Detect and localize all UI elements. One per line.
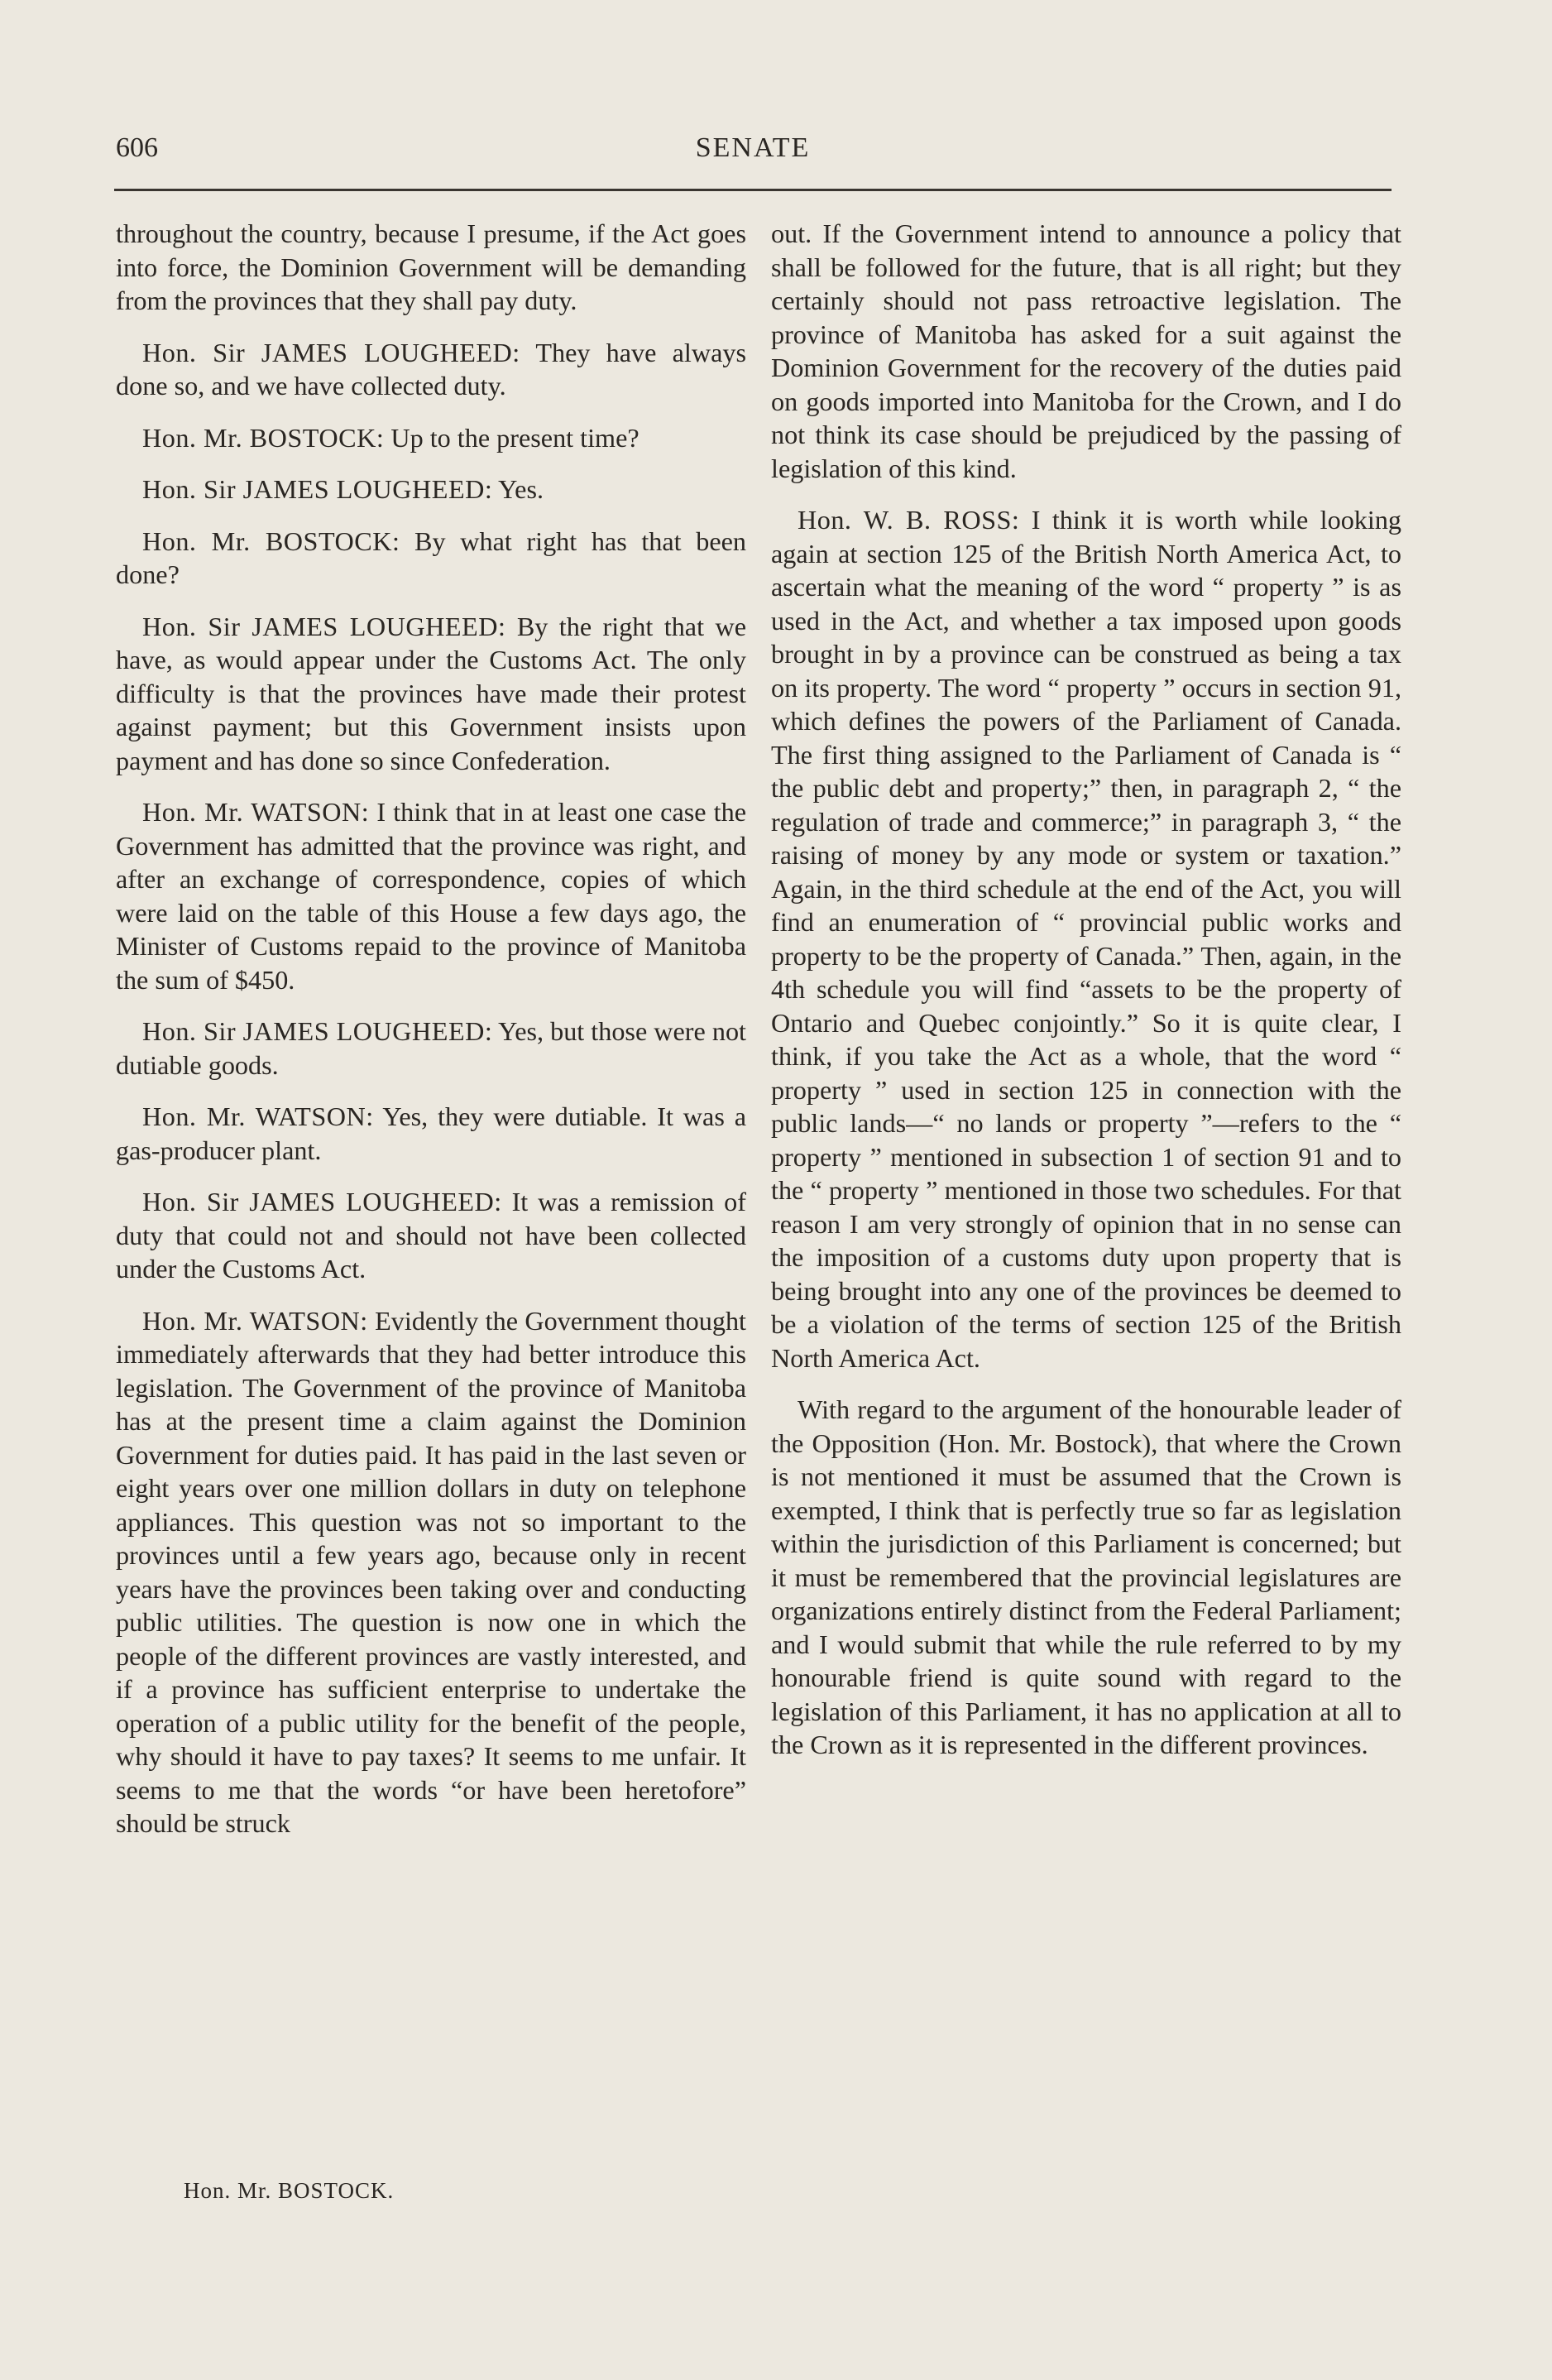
paragraph-text: Yes, but those were not dutiable goods. [116, 1016, 746, 1080]
speaker-name: Hon. Mr. WATSON: [142, 1101, 374, 1131]
speaker-name: Hon. W. B. ROSS: [798, 505, 1020, 535]
page-number: 606 [116, 132, 158, 163]
paragraph [771, 1393, 1401, 1762]
paragraph-text: They have always done so, and we have collected duty. [116, 337, 746, 401]
page-footer: Hon. Mr. BOSTOCK. [184, 2178, 395, 2203]
speaker-name: Hon. Sir JAMES LOUGHEED: [142, 474, 493, 504]
paragraph-text: It was a remission of duty that could not and should not have been collected under the Customs Act. [116, 1187, 746, 1284]
speaker-name: Hon. Sir JAMES LOUGHEED: [142, 611, 506, 641]
paragraph [116, 336, 746, 403]
paragraph-text: I think that in at least one case the Government has admitted that the province was right, and after an exchange of correspondence, copies of which were laid on the table of this House a few days ago, the Minister of Customs repaid to the province of Manitoba the sum of $450. [116, 797, 746, 995]
paragraph [771, 217, 1401, 485]
speaker-name: Hon. Sir JAMES LOUGHEED: [142, 1016, 493, 1046]
paragraph-text: By what right has that been done? [116, 525, 746, 589]
speaker-name: Hon. Mr. BOSTOCK: [142, 525, 400, 556]
paragraph [116, 525, 746, 592]
left-column [116, 217, 746, 1840]
paragraph [116, 795, 746, 996]
paragraph-text: Up to the present time? [390, 422, 639, 453]
speaker-name: Hon. Sir JAMES LOUGHEED: [142, 337, 520, 367]
paragraph [116, 1185, 746, 1286]
paragraph-text: With regard to the argument of the honourable leader of the Opposition (Hon. Mr. Bostock), that where the Crown is not mentioned it must be assumed that the Crown is exempted, I think that is perfectly true so far as legislation within the jurisdiction of this Parliament is concerned; but it must be remembered that the provincial legislatures are organizations entirely distinct from the Federal Parliament; and I would submit that while the rule referred to by my honourable friend is quite sound with regard to the legislation of this Parliament, it has no application at all to the Crown as it is represented in the different provinces. [771, 1394, 1401, 1759]
speaker-name: Hon. Mr. BOSTOCK: [142, 422, 385, 453]
paragraph [116, 610, 746, 778]
running-head: SENATE [695, 132, 811, 163]
paragraph-text: I think it is worth while looking again at section 125 of the British North America Act, to ascertain what the meaning of the word “ property ” is as used in the Act, and whether a tax imposed upon goods brought in by a province can be construed as being a tax on its property. The word “ property ” occurs in section 91, which defines the powers of the Parliament of Canada. The first thing assigned to the Parliament of Canada is “ the public debt and property;” then, in paragraph 2, “ the regulation of trade and commerce;” in paragraph 3, “ the raising of money by any mode or system or taxation.” Again, in the third schedule at the end of the Act, you will find an enumeration of “ provincial public works and property to be the property of Canada.” Then, again, in the 4th schedule you will find “assets to be the property of Ontario and Quebec conjointly.” So it is quite clear, I think, if you take the Act as a whole, that the word “ property ” used in section 125 in connection with the public lands—“ no lands or property ”—refers to the “ property ” mentioned in subsection 1 of section 91 and to the “ property ” mentioned in those two schedules. For that reason I am very strongly of opinion that in no sense can the imposition of a customs duty upon property that is being brought into any one of the provinces be deemed to be a violation of the terms of section 125 of the British North America Act. [771, 505, 1402, 1373]
speaker-name: Hon. Mr. WATSON: [142, 1305, 368, 1336]
right-column [771, 217, 1401, 1762]
speaker-name: Hon. Mr. WATSON: [142, 797, 370, 827]
page-header [116, 132, 1390, 174]
speaker-name: Hon. Sir JAMES LOUGHEED: [142, 1187, 502, 1216]
paragraph [116, 1100, 746, 1167]
paragraph-text: Yes, they were dutiable. It was a gas-producer plant. [116, 1101, 746, 1165]
paragraph [116, 217, 746, 318]
paragraph-text: By the right that we have, as would appear under the Customs Act. The only difficulty is that the provinces have made their protest against payment; but this Government insists upon payment and has done so since Confederation. [116, 611, 746, 775]
header-rule [114, 189, 1392, 191]
paragraph [771, 503, 1401, 1375]
paragraph [116, 1015, 746, 1082]
paragraph-text: throughout the country, because I presume, if the Act goes into force, the Dominion Government will be demanding from the provinces that they shall pay duty. [116, 218, 746, 315]
paragraph-text: Yes. [498, 474, 544, 504]
paragraph [116, 473, 746, 506]
paragraph-text: Evidently the Government thought immediately afterwards that they had better introduce this legislation. The Government of the province of Manitoba has at the present time a claim against the Dominion Government for duties paid. It has paid in the last seven or eight years over one million dollars in duty on telephone appliances. This question was not so important to the provinces until a few years ago, because only in recent years have the provinces been taking over and conducting public utilities. The question is now one in which the people of the different provinces are vastly interested, and if a province has sufficient enterprise to undertake the operation of a public utility for the benefit of the people, why should it have to pay taxes? It seems to me unfair. It seems to me that the words “or have been heretofore” should be struck [116, 1305, 746, 1838]
paragraph-text: out. If the Government intend to announce a policy that shall be followed for the future, that is all right; but they certainly should not pass retroactive legislation. The province of Manitoba has asked for a suit against the Dominion Government for the recovery of the duties paid on goods imported into Manitoba for the Crown, and I do not think its case should be prejudiced by the passing of legislation of this kind. [771, 218, 1401, 483]
paragraph [116, 421, 746, 455]
paragraph [116, 1304, 746, 1840]
